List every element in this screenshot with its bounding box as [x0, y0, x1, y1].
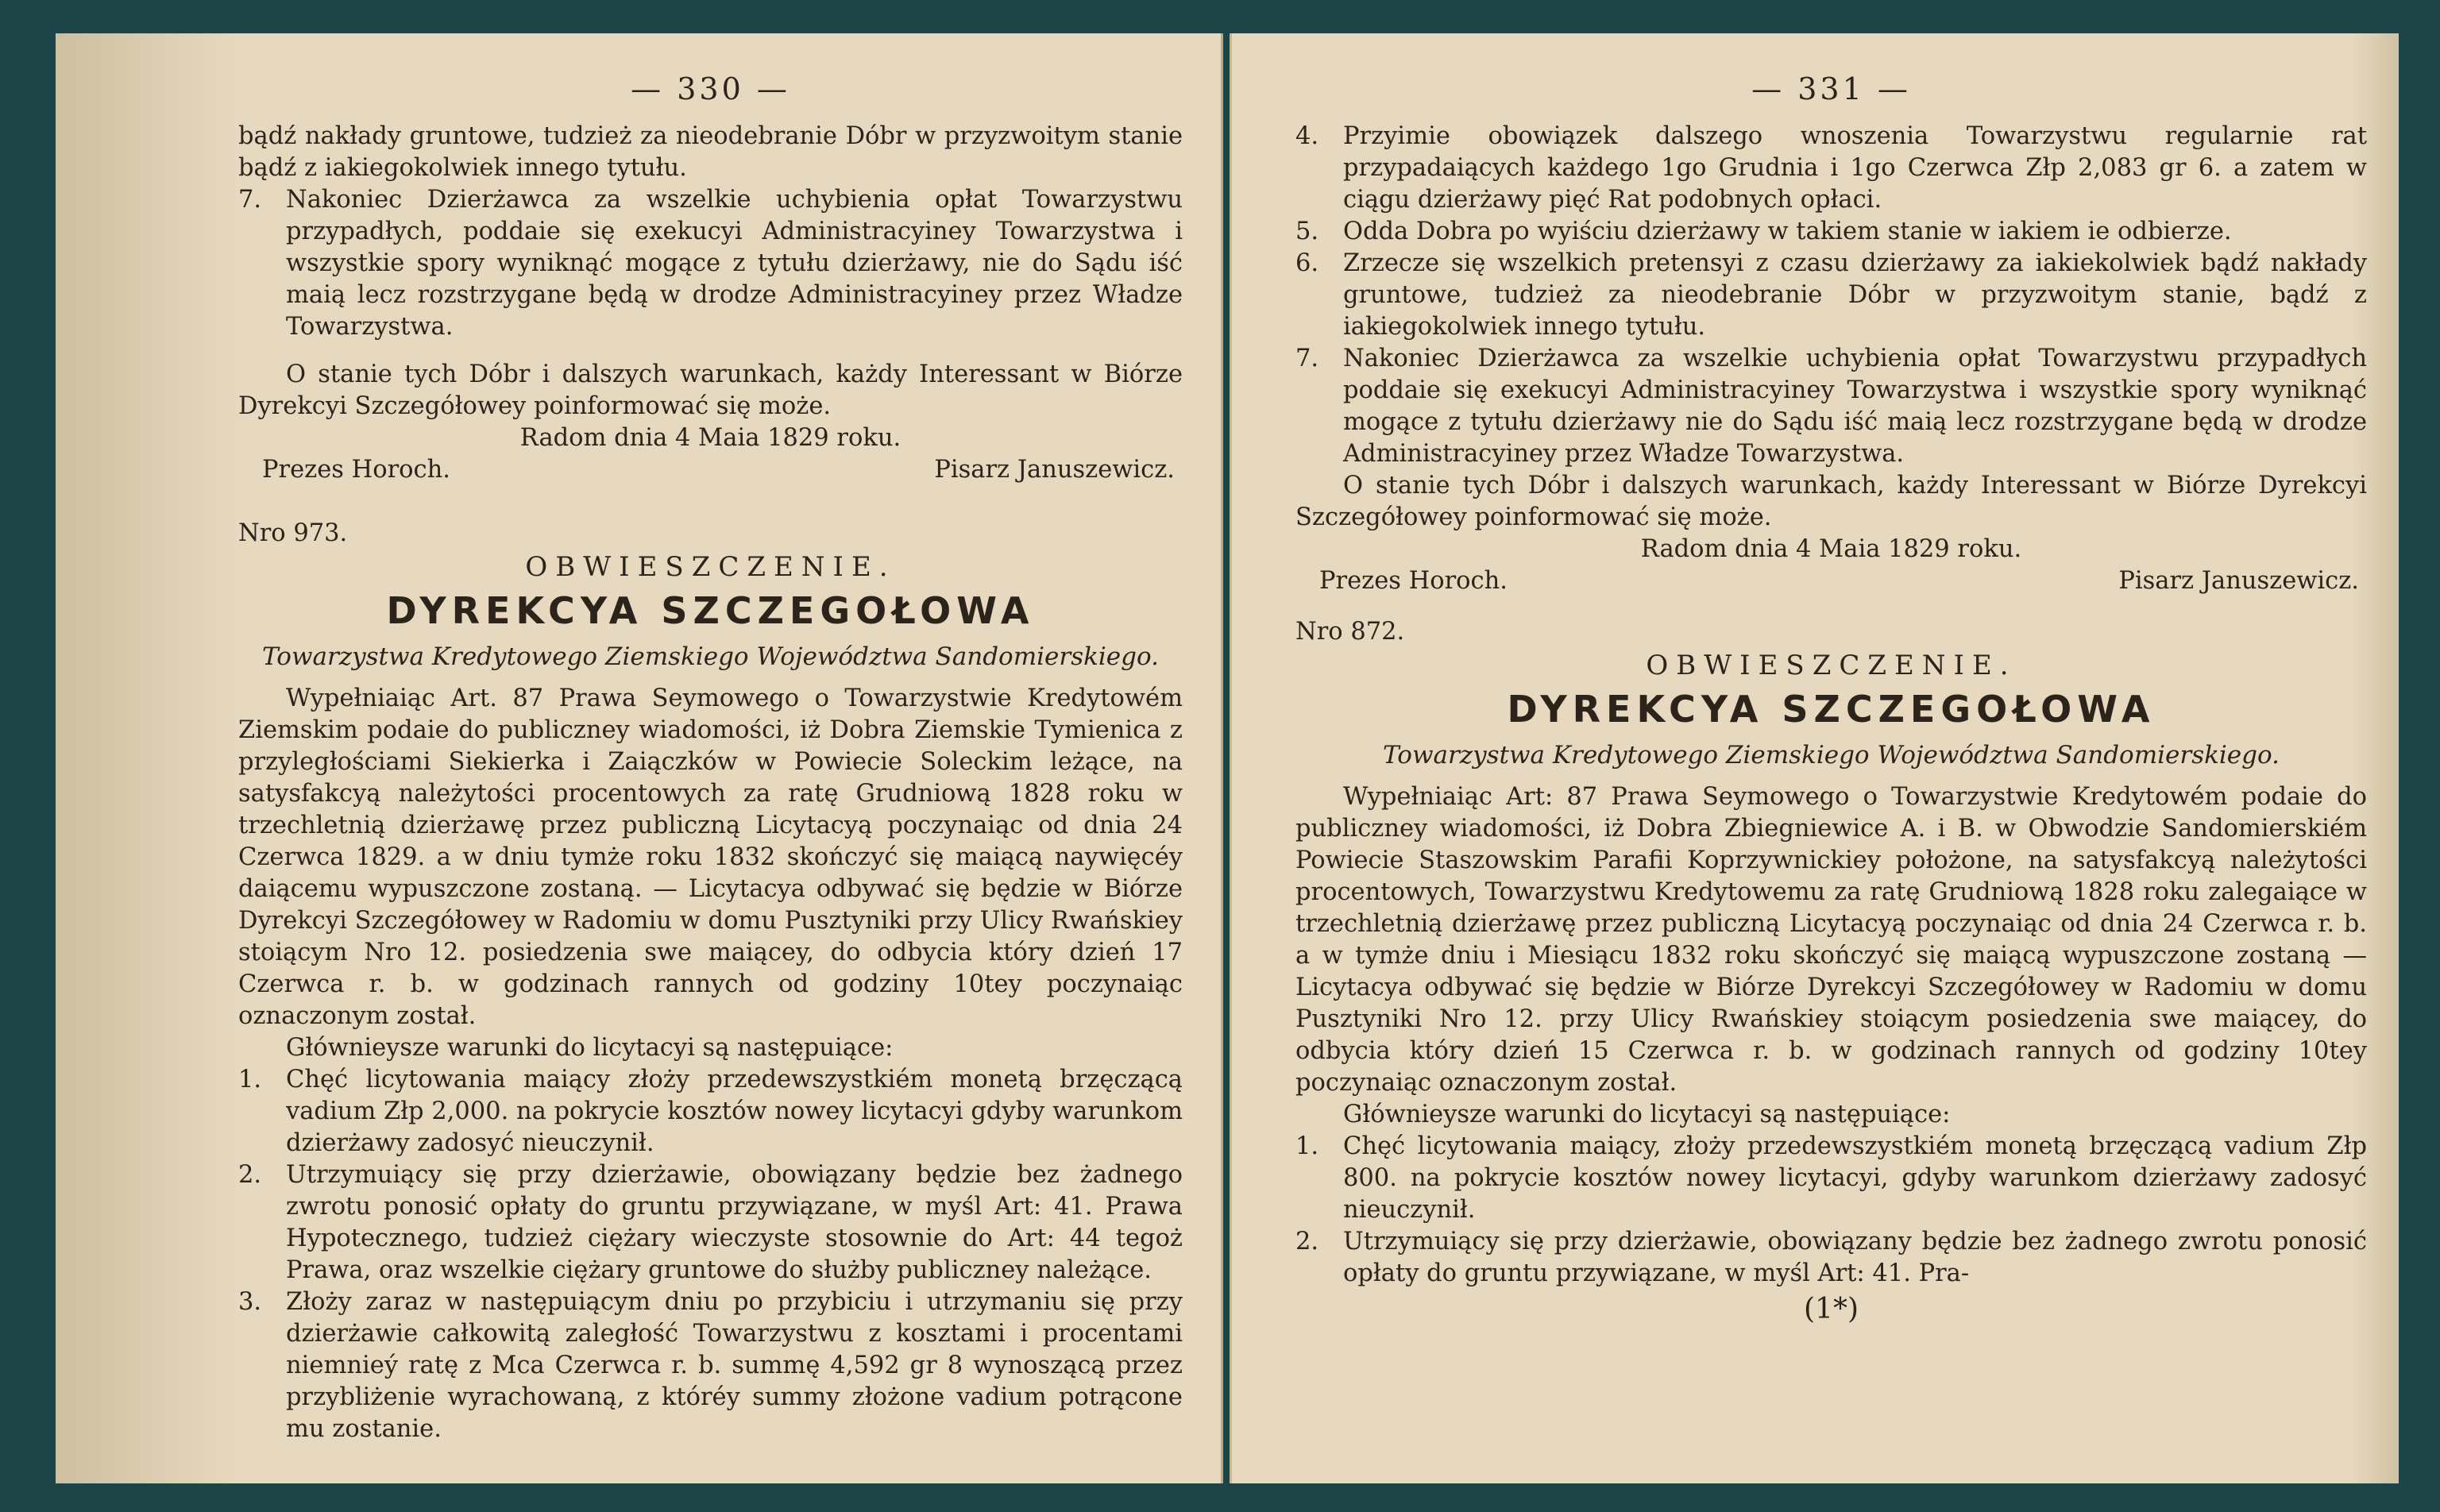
- issuer-heading: DYREKCYA SZCZEGOŁOWA: [386, 589, 1035, 632]
- list-item: [238, 1286, 1183, 1445]
- item-text: Odda Dobra po wyiściu dzierżawy w takiem stanie w iakiem ie odbierze.: [1343, 218, 2232, 245]
- notice-heading: OBWIESZCZENIE.: [1646, 650, 2017, 681]
- item-text: Chęć licytowania maiący złoży przedewszystkiém monetą brzęczącą vadium Złp 2,000. na pokrycie kosztów nowey licytacyi gdyby warunkom dzierżawy zadosyć nieuczynił.: [286, 1066, 1183, 1157]
- signature-mark: (1*): [1804, 1293, 1859, 1325]
- list-item: [1295, 248, 2367, 343]
- item-number: 2.: [238, 1161, 262, 1189]
- item-text: Nakoniec Dzierżawca za wszelkie uchybienia opłat Towarzystwu przypadłych poddaie się exekucyi Administracyiney Towarzystwa i wszystkie spory wyniknąć mogące z tytułu dzierżawy nie do Sądu iść maią lecz rozstrzygane będą w drodze Administracyiney przez Władze Towarzystwa.: [1343, 345, 2367, 468]
- place-date: Radom dnia 4 Maia 1829 roku.: [519, 424, 901, 452]
- signature-president: Prezes Horoch.: [262, 456, 450, 484]
- item-text: Złoży zaraz w następuiącym dniu po przybiciu i utrzymaniu się przy dzierżawie całkowitą zaległość Towarzystwu z kosztami i procentami niemnieý ratę z Mca Czerwca r. b. summę 4,592 gr 8 wynoszącą przez przybliżenie wyrachowaną, z któréy summy złożone vadium potrącone mu zostanie.: [286, 1288, 1183, 1443]
- page-number: — 330 —: [631, 71, 790, 106]
- list-item: [238, 1159, 1183, 1286]
- issuer-subheading: Towarzystwa Kredytowego Ziemskiego Województwa Sandomierskiego.: [262, 642, 1159, 671]
- notice-number: Nro 872.: [1295, 618, 1405, 646]
- gutter-shadow: [56, 33, 238, 1483]
- page-number: — 331 —: [1751, 71, 1911, 106]
- issuer-subheading: Towarzystwa Kredytowego Ziemskiego Województwa Sandomierskiego.: [1383, 741, 2280, 770]
- signature-secretary: Pisarz Januszewicz.: [934, 456, 1175, 484]
- list-item: [1295, 1226, 2367, 1290]
- signatures: [238, 454, 1183, 486]
- left-page: [56, 33, 1223, 1483]
- item-number: 7.: [1295, 345, 1319, 372]
- item-number: 4.: [1295, 122, 1319, 150]
- signature-president: Prezes Horoch.: [1319, 567, 1508, 595]
- issuer-heading: DYREKCYA SZCZEGOŁOWA: [1507, 688, 2156, 731]
- list-item: [1295, 121, 2367, 216]
- paragraph: Wypełniaiąc Art. 87 Prawa Seymowego o Towarzystwie Kredytowém Ziemskim podaie do publiczney wiadomości, iż Dobra Ziemskie Tymienica z przyległościami Siekierka i Zaiączków w Powiecie Soleckim leżące, na satysfakcyą należytości procentowych za ratę Grudniową 1828 roku w trzechletnią dzierżawę przez publiczną Licytacyą poczynaiąc od dnia 24 Czerwca 1829. a w dniu tymże roku 1832 skończyć się maiącą naywięcéy daiącemu wypuszczone zostaną. — Licytacya odbywać się będzie w Biórze Dyrekcyi Szczegółowey w Radomiu w domu Pusztyniki przy Ulicy Rwańskiey stoiącym Nro 12. posiedzenia swe maiącey, do odbycia który dzień 17 Czerwca r. b. w godzinach rannych od godziny 10tey poczynaiąc oznaczonym został.: [238, 685, 1183, 1030]
- place-date: Radom dnia 4 Maia 1829 roku.: [1640, 535, 2022, 563]
- item-number: 1.: [1295, 1132, 1319, 1160]
- item-number: 2.: [1295, 1228, 1319, 1256]
- item-text: Zrzecze się wszelkich pretensyi z czasu dzierżawy za iakiekolwiek bądź nakłady gruntowe, tudzież za nieodebranie Dóbr w przyzwoitym stanie, bądź z iakiegokolwiek innego tytułu.: [1343, 249, 2367, 341]
- paragraph: O stanie tych Dóbr i dalszych warunkach, każdy Interessant w Biórze Dyrekcyi Szczegółowey poinformować się może.: [238, 361, 1183, 420]
- item-number: 1.: [238, 1066, 262, 1094]
- item-text: Przyimie obowiązek dalszego wnoszenia Towarzystwu regularnie rat przypadaiących każdego 1go Grudnia i 1go Czerwca Złp 2,083 gr 6. a zatem w ciągu dzierżawy pięć Rat podobnych opłaci.: [1343, 122, 2367, 214]
- item-number: 7.: [238, 186, 262, 214]
- list-item: [1295, 343, 2367, 470]
- paragraph: bądź nakłady gruntowe, tudzież za nieodebranie Dóbr w przyzwoitym stanie bądź z iakiegokolwiek innego tytułu.: [238, 122, 1183, 182]
- item-text: Utrzymuiący się przy dzierżawie, obowiązany będzie bez żadnego zwrotu ponosić opłaty do gruntu przywiązane, w myśl Art: 41. Prawa Hypotecznego, tudzież ciężary wieczyste stosownie do Art: 44 tegoż Prawa, oraz wszelkie ciężary gruntowe do służby publiczney należące.: [286, 1161, 1183, 1284]
- list-item: [238, 1064, 1183, 1159]
- right-page: [1230, 33, 2399, 1483]
- item-number: 3.: [238, 1288, 262, 1316]
- item-text: Nakoniec Dzierżawca za wszelkie uchybienia opłat Towarzystwu przypadłych, poddaie się exekucyi Administracyiney Towarzystwa i wszystkie spory wyniknąć mogące z tytułu dzierżawy, nie do Sądu iść maią lecz rozstrzygane będą w drodze Administracyiney przez Władze Towarzystwa.: [286, 186, 1183, 341]
- paragraph: Wypełniaiąc Art: 87 Prawa Seymowego o Towarzystwie Kredytowém podaie do publiczney wiadomości, iż Dobra Zbiegniewice A. i B. w Obwodzie Sandomierskiém Powiecie Staszowskim Parafii Koprzywnickiey położone, na satysfakcyą należytości procentowych, Towarzystwu Kredytowemu za ratę Grudniową 1828 roku zalegaiące w trzechletnią dzierżawę przez publiczną Licytacyą poczynaiąc od dnia 24 Czerwca r. b. a w tymże dniu i Miesiącu 1832 roku skończyć się maiącą wypuszczone zostaną — Licytacya odbywać się będzie w Biórze Dyrekcyi Szczegółowey w Radomiu w domu Pusztyniki Nro 12. przy Ulicy Rwańskiey stoiącym posiedzenia swe maiącey, do odbycia który dzień 15 Czerwca r. b. w godzinach rannych od godziny 10tey poczynaiąc oznaczonym został.: [1295, 783, 2367, 1097]
- notice-heading: OBWIESZCZENIE.: [525, 551, 896, 583]
- item-text: Utrzymuiący się przy dzierżawie, obowiązany będzie bez żadnego zwrotu ponosić opłaty do gruntu przywiązane, w myśl Art: 41. Pra-: [1343, 1228, 2367, 1287]
- notice-number: Nro 973.: [238, 519, 348, 547]
- item-text: Chęć licytowania maiący, złoży przedewszystkiém monetą brzęczącą vadium Złp 800. na pokrycie kosztów nowey licytacyi, gdyby warunkom dzierżawy zadosyć nieuczynił.: [1343, 1132, 2367, 1224]
- paragraph: O stanie tych Dóbr i dalszych warunkach, każdy Interessant w Biórze Dyrekcyi Szczegółowey poinformować się może.: [1295, 472, 2367, 531]
- paragraph: Głównieysze warunki do licytacyi są następuiące:: [286, 1034, 894, 1062]
- item-number: 5.: [1295, 218, 1319, 245]
- list-item: [1295, 1131, 2367, 1226]
- item-number: 6.: [1295, 249, 1319, 277]
- paragraph: Głównieysze warunki do licytacyi są następuiące:: [1343, 1101, 1951, 1128]
- list-item: [1295, 216, 2367, 248]
- signatures: [1295, 565, 2367, 597]
- list-item: [238, 184, 1183, 343]
- signature-secretary: Pisarz Januszewicz.: [2118, 567, 2359, 595]
